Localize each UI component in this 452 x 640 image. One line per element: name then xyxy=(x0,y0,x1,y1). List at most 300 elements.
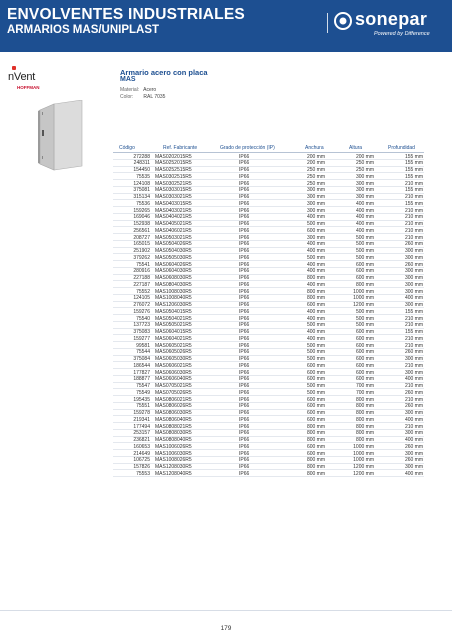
cell-ip: IP66 xyxy=(239,437,250,443)
cell-anchura: 600 mm xyxy=(306,227,325,234)
cell-ref: MAS1008030R5 xyxy=(155,288,192,295)
table-row xyxy=(113,470,424,477)
cell-ref: MAS0806026R5 xyxy=(155,403,192,410)
cell-altura: 600 mm xyxy=(355,369,374,376)
cell-ip: IP66 xyxy=(239,187,250,194)
cell-anchura: 400 mm xyxy=(306,335,325,342)
cell-profundidad: 210 mm xyxy=(404,194,423,200)
cell-ref: MAS0806040R5 xyxy=(155,416,192,423)
cell-profundidad: 300 mm xyxy=(404,369,423,376)
table-row xyxy=(113,410,424,417)
cell-ip: IP66 xyxy=(239,457,250,464)
cell-anchura: 250 mm xyxy=(306,180,325,187)
cell-profundidad: 300 mm xyxy=(404,254,423,261)
cell-profundidad: 155 mm xyxy=(404,200,423,207)
cell-altura: 600 mm xyxy=(355,376,374,383)
cell-ip: IP66 xyxy=(239,241,250,248)
cell-ip: IP66 xyxy=(239,308,250,315)
cell-profundidad: 300 mm xyxy=(404,410,423,416)
cell-anchura: 400 mm xyxy=(306,315,325,322)
cell-anchura: 800 mm xyxy=(306,464,325,470)
table-row xyxy=(113,403,424,410)
cell-altura: 800 mm xyxy=(355,410,374,416)
table-row xyxy=(113,173,424,180)
table-header xyxy=(113,144,424,153)
table-row xyxy=(113,423,424,430)
spec-value: RAL 7035 xyxy=(143,94,166,100)
cell-ip: IP66 xyxy=(239,464,250,470)
cell-altura: 400 mm xyxy=(355,227,374,234)
cell-ref: MAS0404021R5 xyxy=(155,214,192,221)
cell-ref: MAS0808021R5 xyxy=(155,423,192,430)
cell-altura: 800 mm xyxy=(355,437,374,443)
table-row xyxy=(113,342,424,349)
page-header xyxy=(0,0,452,52)
table-row xyxy=(113,160,424,167)
cell-anchura: 500 mm xyxy=(306,322,325,329)
cell-ref: MAS0202015R5 xyxy=(155,153,192,160)
cell-profundidad: 210 mm xyxy=(404,214,423,221)
cell-ref: MAS0406021R5 xyxy=(155,227,192,234)
cell-anchura: 600 mm xyxy=(306,362,325,369)
cell-anchura: 800 mm xyxy=(306,288,325,295)
logo-tagline: Powered by Difference xyxy=(374,31,430,37)
cell-profundidad: 300 mm xyxy=(404,268,423,275)
cell-ip: IP66 xyxy=(239,315,250,322)
cell-codigo: 169046 xyxy=(133,214,150,221)
cell-ref: MAS1008026R5 xyxy=(155,457,192,464)
brand-name: nVent xyxy=(8,71,36,83)
cell-profundidad: 155 mm xyxy=(404,167,423,173)
cell-ref: MAS0303021R5 xyxy=(155,194,192,200)
cell-altura: 250 mm xyxy=(355,167,374,173)
cell-profundidad: 400 mm xyxy=(404,437,423,443)
cell-profundidad: 260 mm xyxy=(404,403,423,410)
table-row xyxy=(113,349,424,356)
cell-altura: 500 mm xyxy=(355,308,374,315)
cell-anchura: 600 mm xyxy=(306,369,325,376)
cell-anchura: 300 mm xyxy=(306,200,325,207)
cell-profundidad: 300 mm xyxy=(404,275,423,281)
cell-anchura: 800 mm xyxy=(306,437,325,443)
cell-codigo: 375081 xyxy=(133,187,150,194)
cell-codigo: 75547 xyxy=(136,383,150,389)
table-row xyxy=(113,362,424,369)
cell-profundidad: 155 mm xyxy=(404,308,423,315)
cell-profundidad: 155 mm xyxy=(404,173,423,180)
cell-altura: 600 mm xyxy=(355,342,374,349)
cell-ref: MAS0606030R5 xyxy=(155,369,192,376)
cell-codigo: 251902 xyxy=(133,248,150,254)
cell-ip: IP66 xyxy=(239,221,250,227)
cell-anchura: 400 mm xyxy=(306,329,325,335)
cell-ip: IP66 xyxy=(239,302,250,308)
table-row xyxy=(113,241,424,248)
logo-wordmark: sonepar xyxy=(355,9,428,29)
cell-profundidad: 210 mm xyxy=(404,207,423,214)
cell-ip: IP66 xyxy=(239,153,250,160)
cell-altura: 800 mm xyxy=(355,423,374,430)
cell-codigo: 75549 xyxy=(136,389,150,396)
cell-anchura: 400 mm xyxy=(306,241,325,248)
cell-ref: MAS1208030R5 xyxy=(155,464,192,470)
table-row xyxy=(113,194,424,201)
cell-altura: 1200 mm xyxy=(353,470,374,477)
cell-altura: 400 mm xyxy=(355,221,374,227)
cell-anchura: 250 mm xyxy=(306,173,325,180)
table-row xyxy=(113,437,424,444)
table-row xyxy=(113,153,424,160)
spec-key: Color: xyxy=(120,94,134,100)
cell-ip: IP66 xyxy=(239,248,250,254)
cell-codigo: 186544 xyxy=(133,362,150,369)
cell-codigo: 253157 xyxy=(133,430,150,437)
cell-anchura: 600 mm xyxy=(306,416,325,423)
cell-ip: IP66 xyxy=(239,214,250,221)
cell-profundidad: 400 mm xyxy=(404,295,423,302)
cell-altura: 800 mm xyxy=(355,403,374,410)
cell-ip: IP66 xyxy=(239,362,250,369)
cell-codigo: 137723 xyxy=(133,322,150,329)
cell-altura: 1000 mm xyxy=(353,295,374,302)
cell-ip: IP66 xyxy=(239,200,250,207)
cell-profundidad: 300 mm xyxy=(404,288,423,295)
cell-ip: IP66 xyxy=(239,369,250,376)
cell-anchura: 500 mm xyxy=(306,356,325,362)
table-row xyxy=(113,369,424,376)
spec-color xyxy=(120,94,165,100)
page-title: ENVOLVENTES INDUSTRIALES xyxy=(7,6,245,23)
cell-ip: IP66 xyxy=(239,356,250,362)
cell-altura: 250 mm xyxy=(355,160,374,167)
cell-ref: MAS0505030R5 xyxy=(155,254,192,261)
table-row xyxy=(113,180,424,187)
cell-altura: 600 mm xyxy=(355,261,374,268)
sonepar-logo-icon xyxy=(334,12,352,30)
cell-profundidad: 155 mm xyxy=(404,160,423,167)
cell-altura: 600 mm xyxy=(355,349,374,356)
cell-altura: 500 mm xyxy=(355,254,374,261)
cell-ref: MAS0806030R5 xyxy=(155,410,192,416)
table-row xyxy=(113,207,424,214)
cell-ip: IP66 xyxy=(239,335,250,342)
cell-codigo: 75553 xyxy=(136,470,150,477)
cell-ref: MAS0606021R5 xyxy=(155,362,192,369)
table-row xyxy=(113,221,424,228)
cell-anchura: 800 mm xyxy=(306,423,325,430)
cell-profundidad: 210 mm xyxy=(404,180,423,187)
cell-anchura: 500 mm xyxy=(306,254,325,261)
cell-anchura: 400 mm xyxy=(306,248,325,254)
cell-altura: 300 mm xyxy=(355,173,374,180)
table-row xyxy=(113,281,424,288)
cell-ref: MAS0605021R5 xyxy=(155,342,192,349)
cell-anchura: 250 mm xyxy=(306,167,325,173)
cell-ref: MAS0504015R5 xyxy=(155,308,192,315)
cell-anchura: 600 mm xyxy=(306,450,325,457)
cell-profundidad: 260 mm xyxy=(404,443,423,450)
cell-altura: 600 mm xyxy=(355,362,374,369)
cell-profundidad: 260 mm xyxy=(404,241,423,248)
table-body xyxy=(113,153,424,477)
cell-ref: MAS0604021R5 xyxy=(155,335,192,342)
cell-ip: IP66 xyxy=(239,207,250,214)
cell-altura: 300 mm xyxy=(355,180,374,187)
table-row xyxy=(113,450,424,457)
cell-codigo: 177827 xyxy=(133,369,150,376)
cell-ip: IP66 xyxy=(239,403,250,410)
cell-ip: IP66 xyxy=(239,430,250,437)
cell-altura: 300 mm xyxy=(355,187,374,194)
cell-altura: 1000 mm xyxy=(353,457,374,464)
table-row xyxy=(113,457,424,464)
cell-codigo: 75544 xyxy=(136,349,150,356)
cell-anchura: 200 mm xyxy=(306,160,325,167)
product-title: Armario acero con placa xyxy=(120,68,208,77)
cell-altura: 400 mm xyxy=(355,214,374,221)
cell-codigo: 379262 xyxy=(133,254,150,261)
table-row xyxy=(113,416,424,423)
cell-codigo: 152938 xyxy=(133,221,150,227)
cell-anchura: 300 mm xyxy=(306,234,325,241)
cell-ref: MAS1006026R5 xyxy=(155,443,192,450)
cell-ref: MAS0806021R5 xyxy=(155,396,192,403)
table-row xyxy=(113,248,424,255)
cell-codigo: 315134 xyxy=(133,194,150,200)
cell-profundidad: 400 mm xyxy=(404,376,423,383)
cell-ref: MAS1206030R5 xyxy=(155,302,192,308)
cell-anchura: 600 mm xyxy=(306,302,325,308)
cell-ip: IP66 xyxy=(239,180,250,187)
enclosure-product-image xyxy=(30,100,90,172)
spec-material xyxy=(120,87,156,93)
page-subtitle: ARMARIOS MAS/UNIPLAST xyxy=(7,24,160,36)
spec-key: Material: xyxy=(120,87,140,93)
cell-codigo: 106725 xyxy=(133,457,150,464)
cell-codigo: 195435 xyxy=(133,396,150,403)
cell-codigo: 157826 xyxy=(133,464,150,470)
table-row xyxy=(113,322,424,329)
cell-codigo: 208727 xyxy=(133,234,150,241)
table-row xyxy=(113,234,424,241)
cell-codigo: 280916 xyxy=(133,268,150,275)
col-header-profundidad: Profundidad xyxy=(388,145,415,151)
table-row xyxy=(113,288,424,295)
cell-ip: IP66 xyxy=(239,194,250,200)
cell-anchura: 600 mm xyxy=(306,403,325,410)
cell-codigo: 188877 xyxy=(133,376,150,383)
cell-codigo: 256561 xyxy=(133,227,150,234)
cell-codigo: 236821 xyxy=(133,437,150,443)
cell-profundidad: 155 mm xyxy=(404,153,423,160)
cell-altura: 800 mm xyxy=(355,416,374,423)
cell-profundidad: 210 mm xyxy=(404,322,423,329)
cell-ref: MAS0403015R5 xyxy=(155,200,192,207)
cell-altura: 600 mm xyxy=(355,275,374,281)
cell-ip: IP66 xyxy=(239,275,250,281)
cell-profundidad: 400 mm xyxy=(404,416,423,423)
brand-logo xyxy=(8,63,42,93)
cell-ref: MAS0604026R5 xyxy=(155,261,192,268)
cell-profundidad: 260 mm xyxy=(404,261,423,268)
cell-ip: IP66 xyxy=(239,443,250,450)
table-row xyxy=(113,430,424,437)
cell-codigo: 219341 xyxy=(133,416,150,423)
table-row xyxy=(113,227,424,234)
cell-anchura: 200 mm xyxy=(306,153,325,160)
cell-anchura: 800 mm xyxy=(306,470,325,477)
table-row xyxy=(113,464,424,471)
cell-altura: 1000 mm xyxy=(353,450,374,457)
product-subtitle: MAS xyxy=(120,76,136,83)
cell-profundidad: 210 mm xyxy=(404,234,423,241)
spec-value: Acero xyxy=(143,87,157,93)
table-row xyxy=(113,443,424,450)
table-row xyxy=(113,356,424,363)
cell-ref: MAS0252515R5 xyxy=(155,167,192,173)
cell-codigo: 75536 xyxy=(136,200,150,207)
cell-ref: MAS0705026R5 xyxy=(155,389,192,396)
cell-altura: 500 mm xyxy=(355,248,374,254)
cell-profundidad: 210 mm xyxy=(404,221,423,227)
cell-ref: MAS0505021R5 xyxy=(155,322,192,329)
cell-codigo: 177494 xyxy=(133,423,150,430)
cell-codigo: 248311 xyxy=(133,160,150,167)
cell-anchura: 500 mm xyxy=(306,221,325,227)
cell-profundidad: 300 mm xyxy=(404,464,423,470)
cell-altura: 1000 mm xyxy=(353,443,374,450)
table-row xyxy=(113,376,424,383)
cell-codigo: 99581 xyxy=(136,342,150,349)
cell-profundidad: 300 mm xyxy=(404,430,423,437)
table-row xyxy=(113,396,424,403)
cell-anchura: 500 mm xyxy=(306,389,325,396)
footer-divider xyxy=(0,610,452,611)
cell-ref: MAS0504021R5 xyxy=(155,315,192,322)
cell-codigo: 124105 xyxy=(133,295,150,302)
cell-anchura: 800 mm xyxy=(306,275,325,281)
cell-profundidad: 155 mm xyxy=(404,187,423,194)
cell-profundidad: 210 mm xyxy=(404,423,423,430)
table-row xyxy=(113,200,424,207)
cell-codigo: 375084 xyxy=(133,356,150,362)
cell-ref: MAS0252015R5 xyxy=(155,160,192,167)
table-row xyxy=(113,295,424,302)
cell-ip: IP66 xyxy=(239,268,250,275)
col-header-anchura: Anchura xyxy=(305,145,324,151)
cell-ip: IP66 xyxy=(239,234,250,241)
cell-ref: MAS0705021R5 xyxy=(155,383,192,389)
cell-ip: IP66 xyxy=(239,173,250,180)
cell-profundidad: 400 mm xyxy=(404,470,423,477)
cell-anchura: 800 mm xyxy=(306,457,325,464)
cell-altura: 800 mm xyxy=(355,281,374,288)
cell-profundidad: 300 mm xyxy=(404,450,423,457)
cell-ip: IP66 xyxy=(239,295,250,302)
brand-subname: HOFFMAN xyxy=(17,85,40,90)
cell-ref: MAS0608030R5 xyxy=(155,275,192,281)
cell-codigo: 159278 xyxy=(133,410,150,416)
cell-ref: MAS0605030R5 xyxy=(155,356,192,362)
header-divider xyxy=(327,13,328,33)
cell-profundidad: 300 mm xyxy=(404,302,423,308)
cell-anchura: 400 mm xyxy=(306,308,325,315)
cell-ref: MAS0302515R5 xyxy=(155,173,192,180)
cell-profundidad: 155 mm xyxy=(404,329,423,335)
cell-ip: IP66 xyxy=(239,376,250,383)
cell-ref: MAS1208040R5 xyxy=(155,470,192,477)
cell-profundidad: 260 mm xyxy=(404,389,423,396)
cell-codigo: 375083 xyxy=(133,329,150,335)
cell-ref: MAS0405021R5 xyxy=(155,221,192,227)
cell-ip: IP66 xyxy=(239,470,250,477)
cell-ip: IP66 xyxy=(239,342,250,349)
cell-altura: 800 mm xyxy=(355,430,374,437)
cell-anchura: 400 mm xyxy=(306,281,325,288)
cell-ip: IP66 xyxy=(239,261,250,268)
cell-codigo: 276072 xyxy=(133,302,150,308)
cell-codigo: 75540 xyxy=(136,315,150,322)
cell-profundidad: 300 mm xyxy=(404,248,423,254)
cell-anchura: 400 mm xyxy=(306,214,325,221)
cell-codigo: 75541 xyxy=(136,261,150,268)
product-table xyxy=(113,144,424,477)
cell-codigo: 75551 xyxy=(136,403,150,410)
cell-altura: 600 mm xyxy=(355,335,374,342)
cell-anchura: 600 mm xyxy=(306,410,325,416)
table-row xyxy=(113,167,424,174)
cell-altura: 500 mm xyxy=(355,241,374,248)
cell-ip: IP66 xyxy=(239,410,250,416)
col-header-codigo: Código xyxy=(119,145,135,151)
cell-ip: IP66 xyxy=(239,329,250,335)
cell-altura: 400 mm xyxy=(355,200,374,207)
table-row xyxy=(113,335,424,342)
col-header-altura: Altura xyxy=(349,145,363,151)
cell-ref: MAS0403021R5 xyxy=(155,207,192,214)
cell-codigo: 75552 xyxy=(136,288,150,295)
cell-ip: IP66 xyxy=(239,281,250,288)
cell-profundidad: 210 mm xyxy=(404,396,423,403)
cell-ref: MAS0504026R5 xyxy=(155,241,192,248)
table-row xyxy=(113,254,424,261)
cell-codigo: 75535 xyxy=(136,173,150,180)
cell-ip: IP66 xyxy=(239,389,250,396)
sonepar-logo xyxy=(334,9,452,43)
table-row xyxy=(113,308,424,315)
cell-ref: MAS0606040R5 xyxy=(155,376,192,383)
cell-codigo: 272288 xyxy=(133,153,150,160)
cell-altura: 500 mm xyxy=(355,234,374,241)
cell-profundidad: 300 mm xyxy=(404,281,423,288)
cell-ref: MAS0504030R5 xyxy=(155,248,192,254)
cell-altura: 700 mm xyxy=(355,383,374,389)
cell-anchura: 800 mm xyxy=(306,295,325,302)
cell-altura: 800 mm xyxy=(355,396,374,403)
cell-ip: IP66 xyxy=(239,322,250,329)
table-row xyxy=(113,329,424,336)
cell-codigo: 154450 xyxy=(133,167,150,173)
cell-anchura: 400 mm xyxy=(306,268,325,275)
table-row xyxy=(113,302,424,309)
cell-altura: 200 mm xyxy=(355,153,374,160)
cell-anchura: 500 mm xyxy=(306,383,325,389)
cell-ip: IP66 xyxy=(239,450,250,457)
cell-codigo: 159265 xyxy=(133,207,150,214)
cell-altura: 500 mm xyxy=(355,322,374,329)
cell-anchura: 300 mm xyxy=(306,187,325,194)
page-number: 179 xyxy=(220,625,232,632)
